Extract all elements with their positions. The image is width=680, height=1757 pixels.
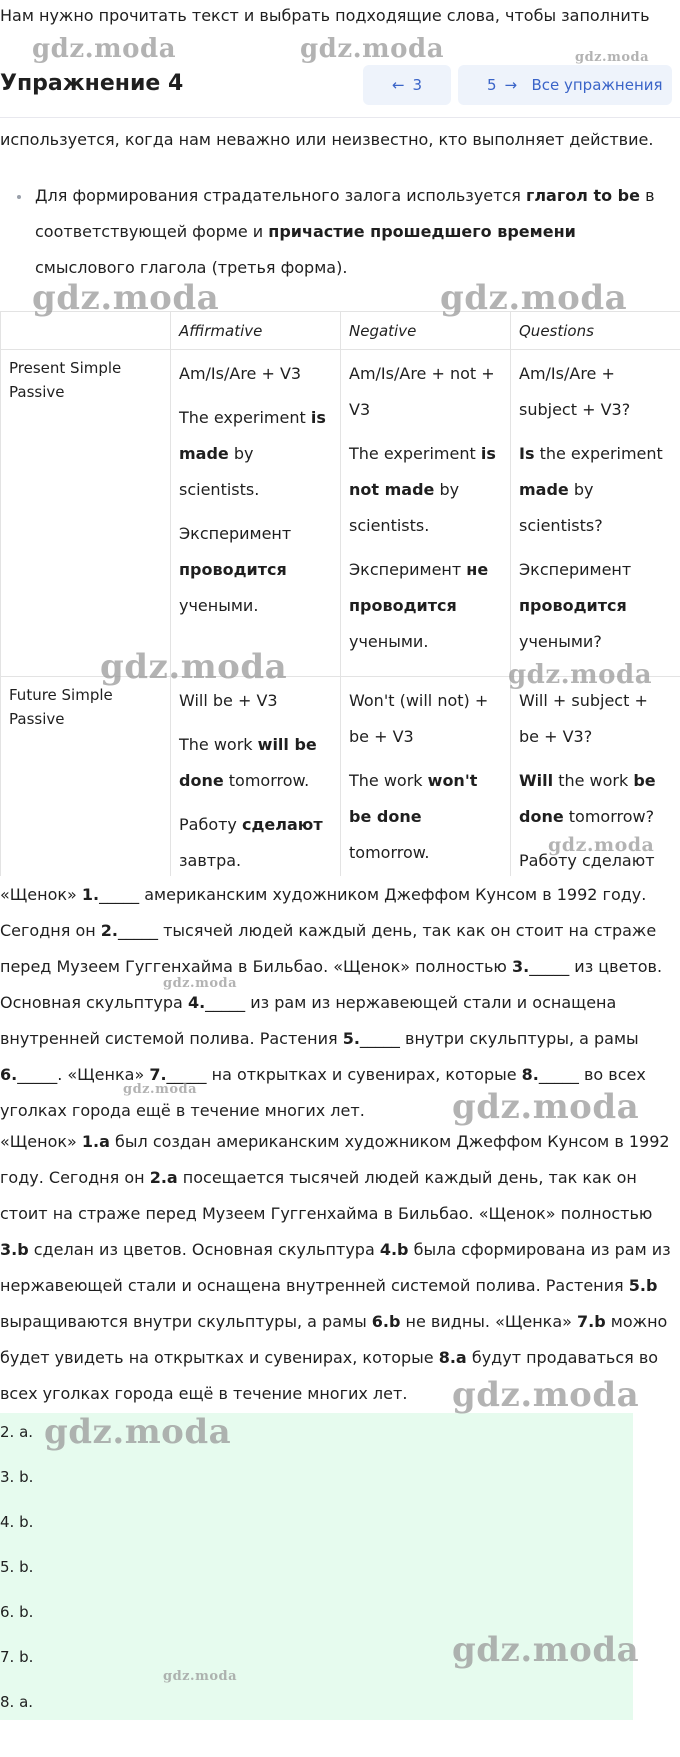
watermark: gdz.moda (575, 50, 650, 65)
arrow-left-icon: ← (391, 76, 405, 94)
watermark: gdz.moda (123, 1082, 198, 1097)
arrow-right-icon: → (504, 76, 518, 94)
answer-item: 8. a. (0, 1693, 34, 1711)
watermark: gdz.moda (100, 647, 288, 687)
table-cell: Will be + V3 The work will be done tomorrow. Работу сделают завтра. (171, 677, 341, 877)
theory-bullet: Для формирования страдательного залога используется глагол to be в соответствующей форме и причастие прошедшего времени смыслового глагола (третья форма). (0, 178, 675, 286)
table-header: Questions (511, 312, 680, 350)
watermark: gdz.moda (508, 660, 653, 690)
table-cell: Will + subject + be + V3? Will the work be done tomorrow? Работу сделают (511, 677, 680, 877)
watermark: gdz.moda (163, 1669, 238, 1684)
table-cell: Am/Is/Are + not + V3 The experiment is not made by scientists. Эксперимент не проводится учеными. (341, 350, 511, 677)
table-header: Affirmative (171, 312, 341, 350)
watermark: gdz.moda (32, 278, 220, 318)
watermark: gdz.moda (452, 1630, 640, 1670)
answer-item: 6. b. (0, 1603, 34, 1621)
prev-exercise-label: 3 (412, 76, 423, 94)
next-exercise-label: 5 (486, 76, 497, 94)
table-cell: Am/Is/Are + subject + V3? Is the experiment made by scientists? Эксперимент проводится учеными? (511, 350, 680, 677)
gap-text: «Щенок» 1._____ американским художником Джеффом Кунсом в 1992 году. Сегодня он 2._____ тысячей людей каждый день, так как он стоит на страже перед Музеем Гуггенхайма в Бильбао. «Щенок» полностью 3._____ из цветов. Основная скульптура 4._____ из рам из нержавеющей стали и оснащена внутренней системой полива. Растения 5._____ внутри скульптуры, а рамы 6._____. «Щенка» 7._____ на открытках и сувенирах, которые 8._____ во всех уголках города ещё в течение многих лет. (0, 885, 663, 1120)
watermark: gdz.moda (548, 834, 655, 856)
watermark: gdz.moda (452, 1375, 640, 1415)
answer-item: 5. b. (0, 1558, 34, 1576)
passive-voice-table (0, 311, 680, 876)
intro-fragment: Нам нужно прочитать текст и выбрать подходящие слова, чтобы заполнить (0, 6, 650, 25)
answers-block (0, 1413, 633, 1720)
watermark: gdz.moda (440, 278, 628, 318)
row-heading: Future Simple Passive (1, 677, 171, 877)
answer-item: 2. a. (0, 1423, 34, 1441)
watermark: gdz.moda (452, 1087, 640, 1127)
bullet-dot (17, 195, 21, 199)
answer-item: 7. b. (0, 1648, 34, 1666)
table-cell: Won't (will not) + be + V3 The work won't be done tomorrow. (341, 677, 511, 877)
watermark: gdz.moda (32, 34, 177, 64)
page-title: Упражнение 4 (0, 71, 184, 96)
all-exercises-label: Все упражнения (531, 76, 663, 94)
watermark: gdz.moda (300, 34, 445, 64)
answer-item: 3. b. (0, 1468, 34, 1486)
table-header: Negative (341, 312, 511, 350)
watermark: gdz.moda (44, 1412, 232, 1452)
table-cell: Am/Is/Are + V3 The experiment is made by scientists. Эксперимент проводится учеными. (171, 350, 341, 677)
theory-usage: используется, когда нам неважно или неизвестно, кто выполняет действие. (0, 130, 654, 149)
prev-exercise-button[interactable] (363, 65, 451, 105)
all-exercises-button[interactable] (522, 65, 672, 105)
filled-text: «Щенок» 1.a был создан американским художником Джеффом Кунсом в 1992 году. Сегодня он 2.a посещается тысячей людей каждый день, так как он стоит на страже перед Музеем Гуггенхайма в Бильбао. «Щенок» полностью 3.b сделан из цветов. Основная скульптура 4.b была сформирована из рам из нержавеющей стали и оснащена внутренней системой полива. Растения 5.b выращиваются внутри скульптуры, а рамы 6.b не видны. «Щенка» 7.b можно будет увидеть на открытках и сувенирах, которые 8.a будут продаваться во всех уголках города ещё в течение многих лет. (0, 1132, 671, 1403)
row-heading: Present Simple Passive (1, 350, 171, 677)
table-row (1, 350, 680, 677)
answer-item: 4. b. (0, 1513, 34, 1531)
passive-voice-table-wrapper (0, 311, 680, 876)
watermark: gdz.moda (163, 976, 238, 991)
